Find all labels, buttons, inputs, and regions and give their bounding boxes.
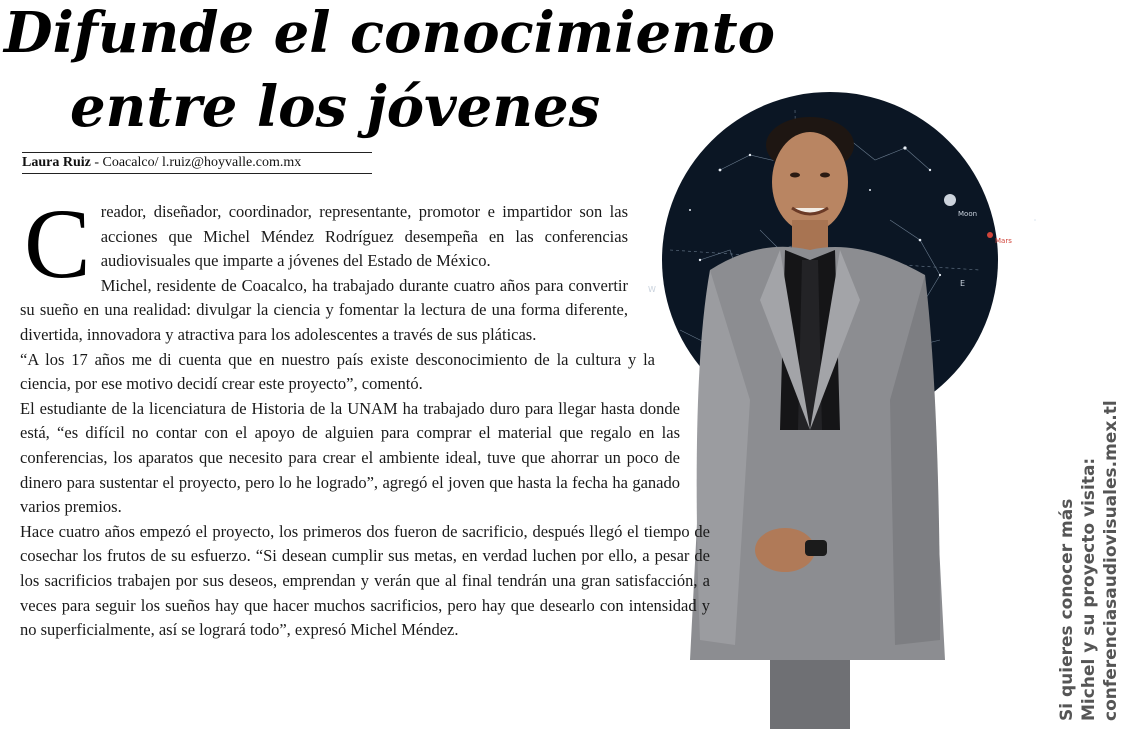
byline-author: Laura Ruiz [22,155,91,170]
sidebar-vertical-note [1056,401,1122,721]
star-map-label-e: E [960,279,966,288]
star-map-label-moon: Moon [958,210,978,218]
drop-cap: C [24,188,91,299]
sidebar-line-1: Si quieres conocer más [1057,498,1077,721]
byline-location-email: - Coacalco/ l.ruiz@hoyvalle.com.mx [90,155,302,170]
article-paragraph-1: Michel, residente de Coacalco, ha trabajado durante cuatro años para convertir su sueño en una realidad: divulgar la ciencia y fomentar la lectura de una forma diferente, divertida, innovadora y atractiva para los adolescentes a través de sus pláticas. [20,275,628,344]
article-lead [20,188,628,299]
sidebar-url[interactable]: conferenciasaudiovisuales.mex.tl [1101,400,1121,721]
star-map-label-mars: Mars [995,237,1012,245]
article-body [20,188,710,643]
article-lead-text: reador, diseñador, coordinador, representante, promotor e impartidor son las acciones que Michel Méndez Rodríguez desempeña en las conferencias audiovisuales que imparte a jóvenes del Estado de México. [100,202,628,271]
byline [22,152,372,174]
sidebar-line-2: Michel y su proyecto visita: [1079,457,1099,721]
article-paragraph-3: El estudiante de la licenciatura de Historia de la UNAM ha trabajado duro para llegar hasta donde está, “es difícil no contar con el apoyo de alguien para comprar el material que regalo en las conferencias, los aparatos que necesito para crear el ambiente ideal, tuve que ahorrar un poco de dinero para sustentar el proyecto, pero lo he logrado”, agregó el joven que hasta la fecha ha ganado varios premios. [20,398,680,517]
headline-line-2: entre los jóvenes [70,74,601,140]
article-paragraph-2: “A los 17 años me di cuenta que en nuestro país existe desconocimiento de la cultura y la ciencia, por ese motivo decidí crear este proyecto”, comentó. [20,349,655,394]
headline-line-1: Difunde el conocimiento [4,0,776,66]
article-paragraph-4: Hace cuatro años empezó el proyecto, los primeros dos fueron de sacrificio, después llegó el tiempo de cosechar los frutos de su esfuerzo. “Si desean cumplir sus metas, en verdad luchen por ello, a pesar de los sacrificios trabajen por sus deseos, emprendan y verán que al final tendrán una gran satisfacción, a veces para seguir los sueños hay que hacer muchos sacrificios, pero hay que desearlo con intensidad y no superficialmente, así se logrará todo”, expresó Michel Méndez. [20,521,710,640]
star-map-label-w: W [648,285,656,294]
